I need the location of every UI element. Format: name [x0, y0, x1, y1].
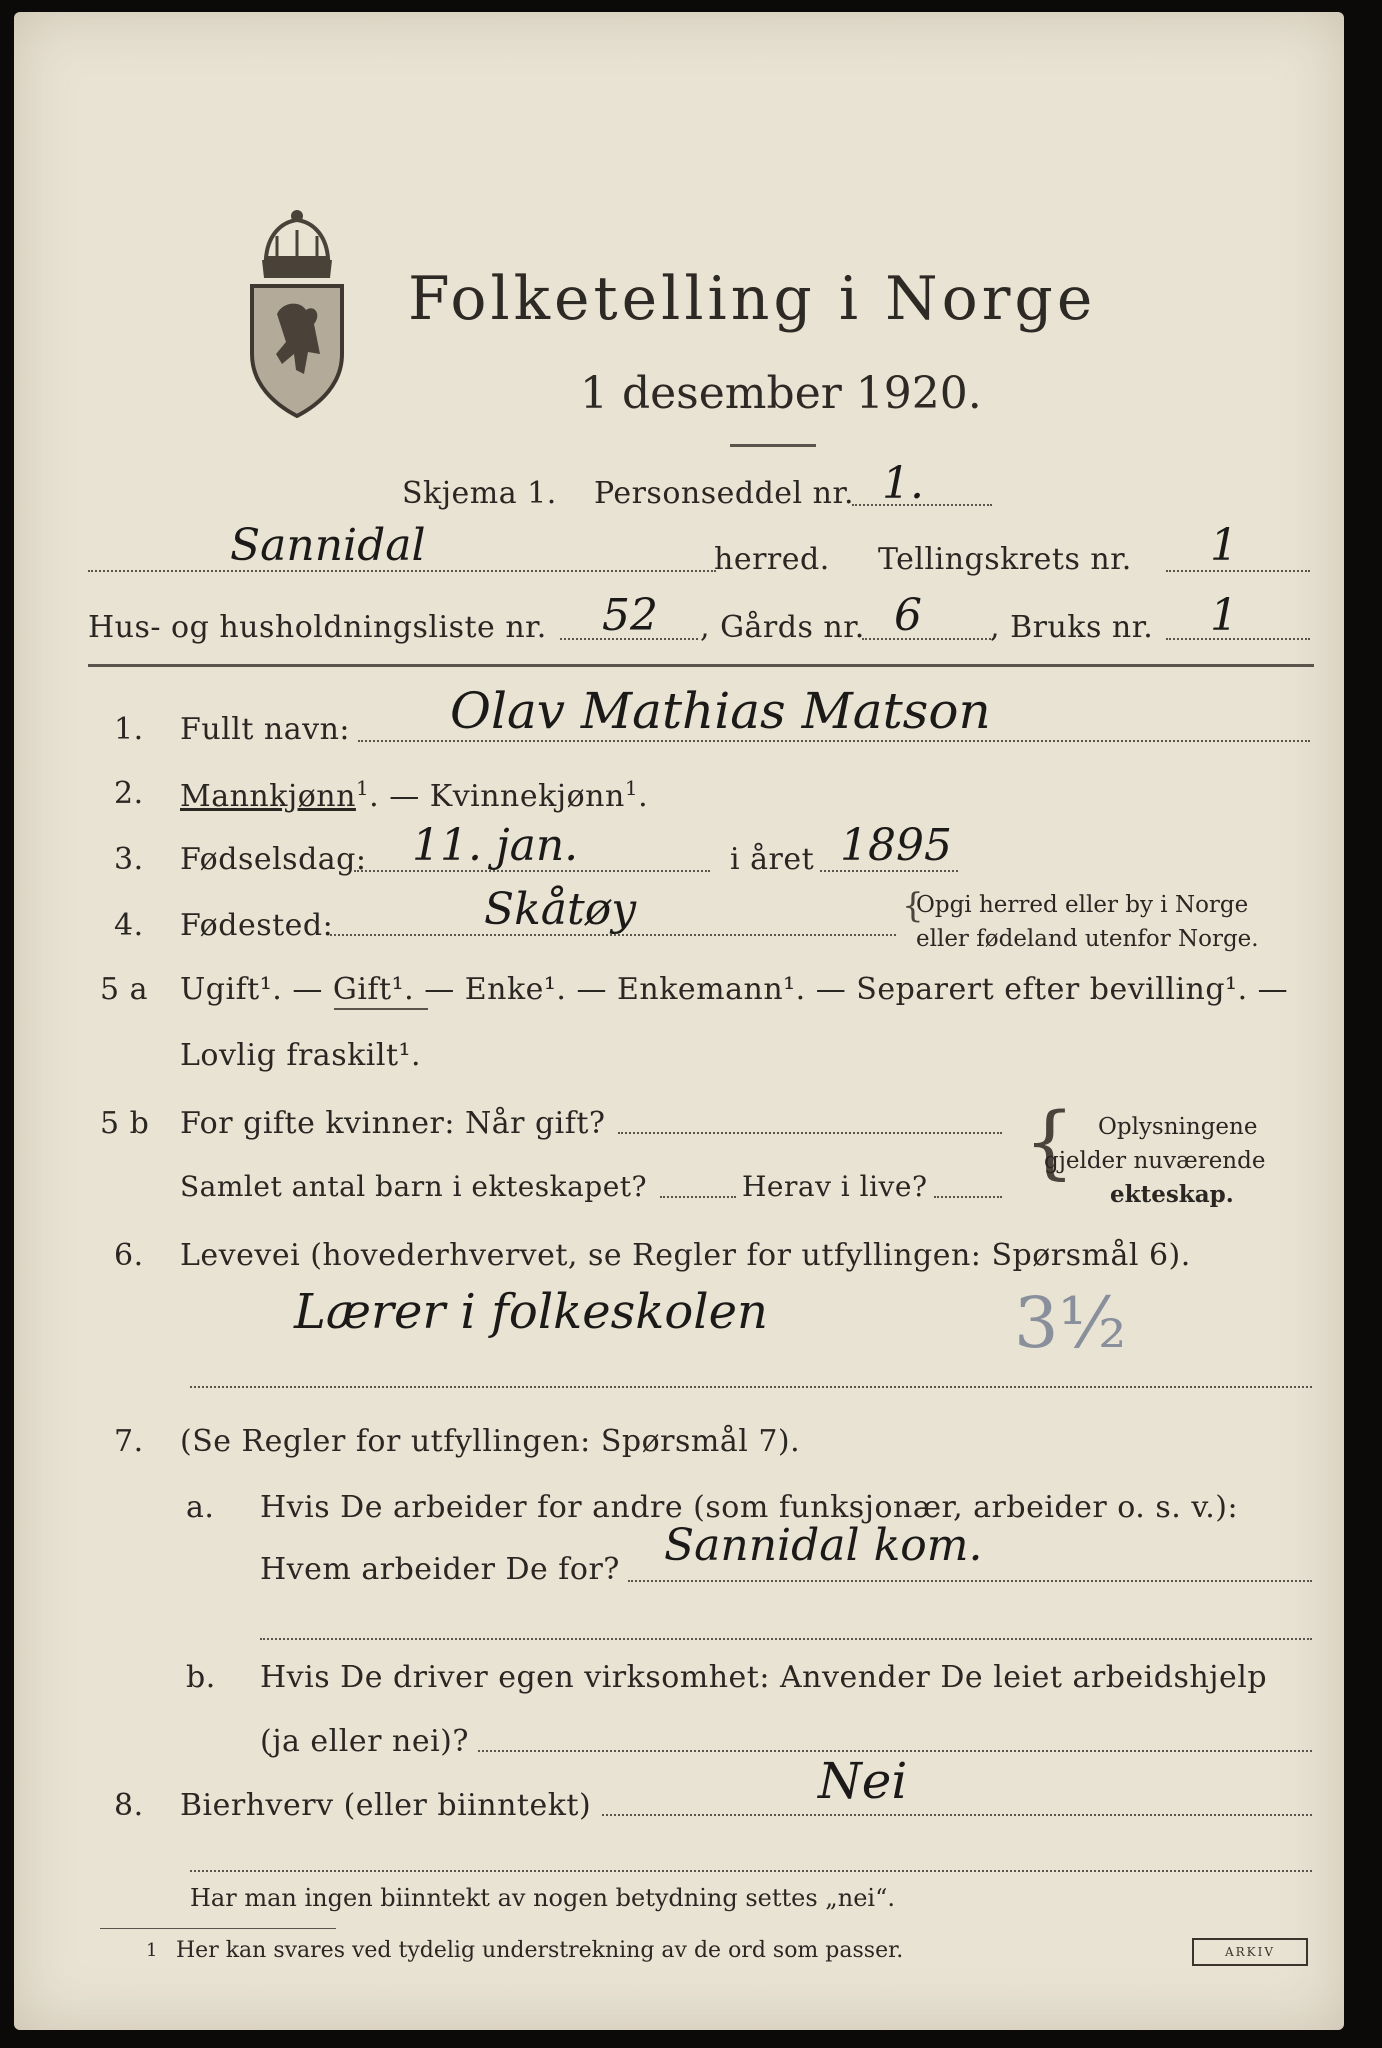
q5b-number: 5 b [100, 1106, 150, 1141]
q5b-children-alive: Herav i live? [742, 1170, 928, 1203]
q3-number: 3. [114, 842, 144, 877]
gards-line [862, 638, 994, 640]
q7a-employer-value: Sannidal kom. [664, 1520, 983, 1571]
q1-number: 1. [114, 712, 144, 747]
q1-label: Fullt navn: [180, 712, 351, 747]
q5b-when-married: For gifte kvinner: Når gift? [180, 1106, 606, 1141]
bruks-label: , Bruks nr. [990, 610, 1154, 645]
q2-gender-options: Mannkjønn$^1$. — Kvinnekjønn$^1$. [180, 776, 649, 814]
q7-label: (Se Regler for utfyllingen: Spørsmål 7). [180, 1424, 801, 1459]
herred-value: Sannidal [230, 520, 426, 571]
q8-extra-line [190, 1870, 1312, 1872]
coat-of-arms-icon [242, 204, 352, 418]
footnote-rule [100, 1928, 336, 1929]
title-divider [730, 444, 816, 447]
q4-note-brace: { [902, 886, 924, 926]
q6-label: Levevei (hovederhvervet, se Regler for utfyllingen: Spørsmål 6). [180, 1238, 1191, 1273]
q5b-note-brace: { [1024, 1095, 1075, 1188]
q2-male-option: Mannkjønn [180, 779, 356, 814]
q5a-married-underline [334, 1008, 428, 1010]
q2-number: 2. [114, 776, 144, 811]
q4-note-line1: Opgi herred eller by i Norge [916, 892, 1249, 918]
q5b-alive-line [934, 1196, 1002, 1198]
gards-label: , Gårds nr. [700, 610, 865, 645]
q3-year-label: i året [730, 842, 815, 877]
q5b-note-line3: ekteskap. [1110, 1181, 1234, 1208]
q6-number: 6. [114, 1238, 144, 1273]
q3-birth-year: 1895 [840, 820, 952, 871]
herred-label: herred. [714, 542, 830, 577]
q1-line [358, 740, 1310, 742]
q5a-marital-options: Ugift¹. — Gift¹. — Enke¹. — Enkemann¹. — Separert efter bevilling¹. — [180, 972, 1289, 1007]
bruks-line [1166, 638, 1310, 640]
tellingskrets-label: Tellingskrets nr. [878, 542, 1132, 577]
gards-value: 6 [894, 590, 922, 641]
q7b-question: Hvis De driver egen virksomhet: Anvender De leiet arbeidshjelp [260, 1660, 1268, 1695]
q8-line [602, 1814, 1312, 1816]
q4-birthplace: Skåtøy [484, 884, 637, 935]
q5a-line2: Lovlig fraskilt¹. [180, 1038, 422, 1073]
q5b-note-line1: Oplysningene [1098, 1114, 1258, 1140]
q5b-when-line [618, 1132, 1002, 1134]
q1-full-name: Olav Mathias Matson [450, 682, 991, 740]
tellingskrets-line [1166, 570, 1310, 572]
census-date: 1 desember 1920. [580, 368, 982, 419]
header-separator [88, 664, 1314, 667]
q7a-extra-line [260, 1638, 1312, 1640]
footnote-text: Her kan svares ved tydelig understrekning av de ord som passer. [176, 1938, 904, 1963]
q5b-children-total: Samlet antal barn i ekteskapet? [180, 1170, 648, 1203]
q2-female-option: Kvinnekjønn [429, 779, 625, 814]
q6-occupation: Lærer i folkeskolen [294, 1284, 768, 1340]
q8-value: Nei [818, 1752, 908, 1810]
footnote-mark: 1 [146, 1940, 158, 1961]
tellingskrets-value: 1 [1210, 520, 1238, 571]
q7a-letter: a. [186, 1490, 215, 1525]
q3-birth-date: 11. jan. [412, 820, 579, 871]
q4-note-line2: eller fødeland utenfor Norge. [916, 926, 1259, 952]
q5a-number: 5 a [100, 972, 149, 1007]
schema-label: Skjema 1. [402, 476, 557, 511]
q4-label: Fødested: [180, 908, 334, 943]
bruks-value: 1 [1210, 590, 1238, 641]
q4-number: 4. [114, 908, 144, 943]
archive-stamp: ARKIV [1192, 1938, 1308, 1966]
q7a-employer-line [628, 1580, 1312, 1582]
q5b-note-line2: gjelder nuværende [1044, 1148, 1266, 1174]
q7a-employer-label: Hvem arbeider De for? [260, 1552, 620, 1587]
q7b-yes-no-label: (ja eller nei)? [260, 1724, 469, 1759]
footer-note: Har man ingen biinntekt av nogen betydning settes „nei“. [190, 1884, 895, 1912]
q3-label: Fødselsdag: [180, 842, 367, 877]
q6-line [190, 1386, 1312, 1388]
q7b-letter: b. [186, 1660, 216, 1695]
form-title: Folketelling i Norge [408, 264, 1097, 334]
personseddel-value: 1. [882, 458, 924, 509]
personseddel-label: Personseddel nr. [594, 476, 855, 511]
q7a-question: Hvis De arbeider for andre (som funksjonær, arbeider o. s. v.): [260, 1490, 1239, 1525]
q8-label: Bierhverv (eller biinntekt) [180, 1788, 592, 1823]
household-list-value: 52 [602, 590, 658, 641]
q6-pencil-mark: 3½ [1014, 1282, 1127, 1364]
q8-number: 8. [114, 1788, 144, 1823]
census-form-page [14, 12, 1344, 2030]
q7-number: 7. [114, 1424, 144, 1459]
household-list-label: Hus- og husholdningsliste nr. [88, 610, 547, 645]
q5b-children-line [660, 1196, 736, 1198]
